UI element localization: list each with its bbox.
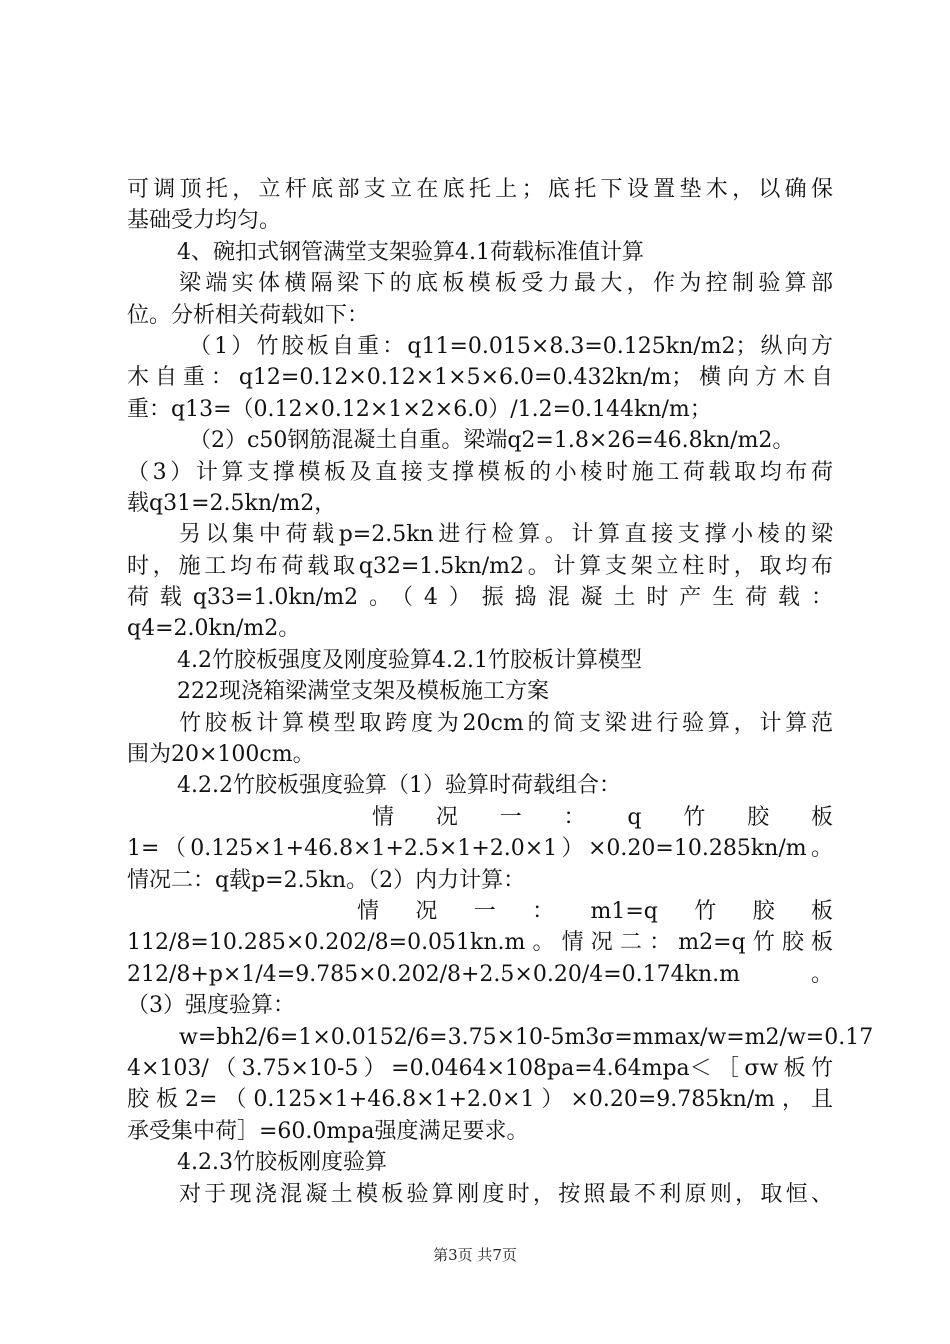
text-line: 荷载q33=1.0kn/m2。（4）振捣混凝土时产生荷载： <box>127 585 833 611</box>
document-body <box>127 174 874 1210</box>
text-line: 4.2.3竹胶板刚度验算 <box>177 1150 387 1176</box>
page-number: 第3页 共7页 <box>433 1246 517 1264</box>
text-line: 围为20×100cm。 <box>127 742 315 768</box>
text-line: 木自重：q12=0.12×0.12×1×5×6.0=0.432kn/m；横向方木自 <box>127 365 833 391</box>
text-line: 重：q13=（0.12×0.12×1×2×6.0）/1.2=0.144kn/m； <box>127 396 712 422</box>
text-line: 载q31=2.5kn/m2， <box>127 490 337 516</box>
text-line: 1=（0.125×1+46.8×1+2.5×1+2.0×1）×0.20=10.285kn/m。 <box>127 836 833 862</box>
text-line: 4、碗扣式钢管满堂支架验算4.1荷载标准值计算 <box>177 239 644 265</box>
text-line: 情况一：m1=q竹胶板 <box>357 898 833 924</box>
text-line: q4=2.0kn/m2。 <box>127 616 301 642</box>
text-line: 位。分析相关荷载如下： <box>127 302 370 328</box>
text-line: w=bh2/6=1×0.0152/6=3.75×10-5m3σ=mmax/w=m2/w=0.17 <box>179 1024 874 1050</box>
text-line: 4.2.2竹胶板强度验算（1）验算时荷载组合： <box>177 773 621 799</box>
text-line: 112/8=10.285×0.202/8=0.051kn.m。情况二：m2=q竹胶板 <box>127 930 833 956</box>
text-line: 212/8+p×1/4=9.785×0.202/8+2.5×0.20/4=0.174kn.m 。 <box>127 961 833 987</box>
text-line: 另以集中荷载p=2.5kn进行检算。计算直接支撑小棱的梁 <box>179 522 833 548</box>
text-line: 竹胶板计算模型取跨度为20cm的简支梁进行验算，计算范 <box>179 710 833 736</box>
text-line: 梁端实体横隔梁下的底板模板受力最大，作为控制验算部 <box>179 271 833 297</box>
text-line: 222现浇箱梁满堂支架及模板施工方案 <box>177 679 549 705</box>
text-line: 4.2竹胶板强度及刚度验算4.2.1竹胶板计算模型 <box>177 647 642 673</box>
text-line: 承受集中荷］=60.0mpa强度满足要求。 <box>127 1118 529 1144</box>
text-line: （3）强度验算： <box>127 993 295 1019</box>
text-line: 情况一：q竹胶板 <box>372 804 833 830</box>
text-line: （1）竹胶板自重：q11=0.015×8.3=0.125kn/m2；纵向方 <box>189 333 833 359</box>
text-line: （2）c50钢筋混凝土自重。梁端q2=1.8×26=46.8kn/m2。 <box>189 428 795 454</box>
text-line: 基础受力均匀。 <box>127 208 282 234</box>
page-footer <box>0 1244 950 1265</box>
text-line: （3）计算支撑模板及直接支撑模板的小棱时施工荷载取均布荷 <box>127 459 833 485</box>
text-line: 时，施工均布荷载取q32=1.5kn/m2。计算支架立柱时，取均布 <box>127 553 833 579</box>
text-line: 胶板2=（0.125×1+46.8×1+2.0×1）×0.20=9.785kn/m，且 <box>127 1087 833 1113</box>
text-line: 对于现浇混凝土模板验算刚度时，按照最不利原则，取恒、 <box>179 1181 833 1207</box>
text-line: 4×103/（3.75×10-5）=0.0464×108pa=4.64mpa＜［σw板竹 <box>127 1055 833 1081</box>
text-line: 可调顶托，立杆底部支立在底托上；底托下设置垫木，以确保 <box>127 177 833 202</box>
text-line: 情况二：q载p=2.5kn。（2）内力计算： <box>127 867 526 893</box>
